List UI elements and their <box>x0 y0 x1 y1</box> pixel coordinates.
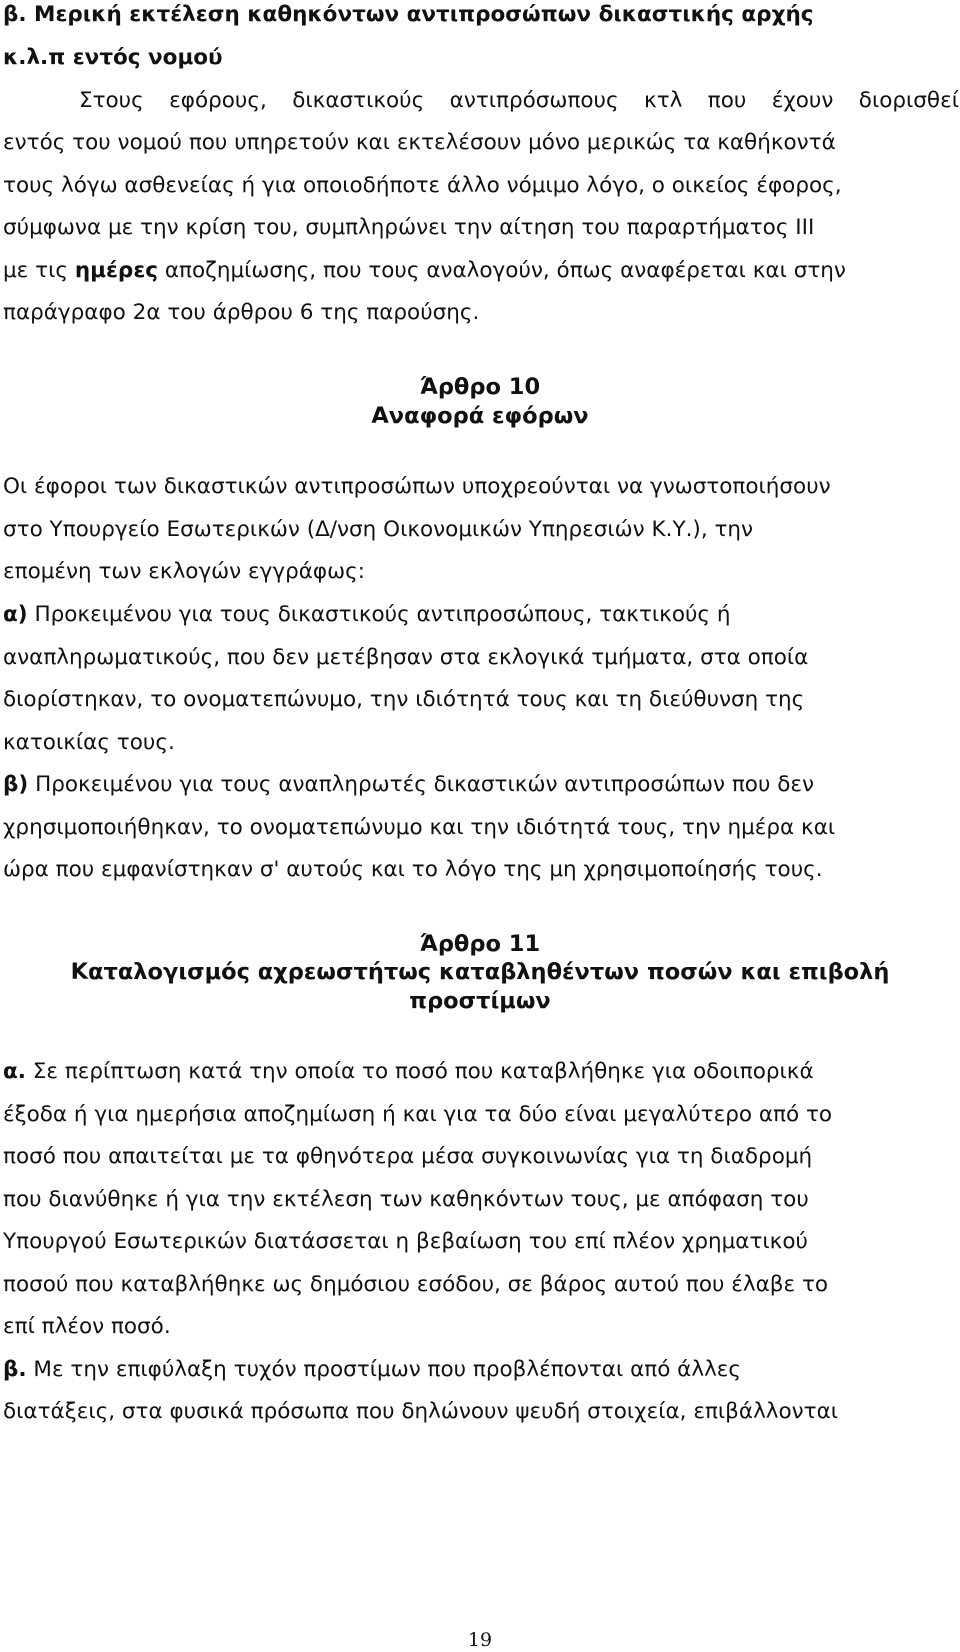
list-item-b-line: χρησιμοποιήθηκαν, το ονοματεπώνυμο και την ιδιότητά τους, την ημέρα και <box>3 815 836 840</box>
article-11-title-line-2: προστίμων <box>409 988 551 1014</box>
list-item-a-line: κατοικίας τους. <box>3 730 175 755</box>
text-run: Με την επιφύλαξη τυχόν προστίμων που προβλέπονται από άλλες <box>33 1357 742 1382</box>
paragraph-line: επομένη των εκλογών εγγράφως: <box>3 559 365 584</box>
text-run: αποζημίωσης, που τους αναλογούν, όπως αναφέρεται και στην <box>164 258 846 283</box>
article-10-title: Αναφορά εφόρων <box>371 403 589 429</box>
paragraph-line: Στους εφόρους, δικαστικούς αντιπρόσωπους κτλ που έχουν διορισθεί <box>79 88 959 113</box>
text-run: με τις <box>3 258 68 283</box>
section-title-line-2: κ.λ.π εντός νομού <box>3 45 223 70</box>
paragraph-line: στο Υπουργείο Εσωτερικών (Δ/νση Οικονομικών Υπηρεσιών Κ.Υ.), την <box>3 517 754 542</box>
list-item-b-line: ώρα που εμφανίστηκαν σ' αυτούς και το λόγο της μη χρησιμοποίησής τους. <box>3 857 823 882</box>
article-10-number: Άρθρο 10 <box>419 374 541 400</box>
page-number: 19 <box>467 1629 493 1651</box>
list-item-a-line: έξοδα ή για ημερήσια αποζημίωση ή και για τα δύο είναι μεγαλύτερο από το <box>3 1102 833 1127</box>
article-11-title-line-1: Καταλογισμός αχρεωστήτως καταβληθέντων ποσών και επιβολή <box>70 959 890 985</box>
paragraph-line: παράγραφο 2α του άρθρου 6 της παρούσης. <box>3 300 480 325</box>
list-item-a-line: ποσού που καταβλήθηκε ως δημόσιου εσόδου, σε βάρος αυτού που έλαβε το <box>3 1272 829 1297</box>
list-item-a-line: ποσό που απαιτείται με τα φθηνότερα μέσα συγκοινωνίας για τη διαδρομή <box>3 1144 813 1169</box>
list-item-a-line: αναπληρωματικούς, που δεν μετέβησαν στα εκλογικά τμήματα, στα οποία <box>3 645 809 670</box>
list-item-b-line: διατάξεις, στα φυσικά πρόσωπα που δηλώνουν ψευδή στοιχεία, επιβάλλονται <box>3 1399 839 1424</box>
paragraph-line: σύμφωνα με την κρίση του, συμπληρώνει την αίτηση του παραρτήματος ΙΙΙ <box>3 215 815 240</box>
list-item-a-line <box>3 1050 959 1094</box>
section-title-line-1: β. Μερική εκτέλεση καθηκόντων αντιπροσώπων δικαστικής αρχής <box>3 2 814 27</box>
paragraph-line: εντός του νομού που υπηρετούν και εκτελέσουν μόνο μερικώς τα καθήκοντά <box>3 130 836 155</box>
list-item-a-line: διορίστηκαν, το ονοματεπώνυμο, την ιδιότητά τους και τη διεύθυνση της <box>3 687 805 712</box>
list-marker: β. <box>3 1357 27 1382</box>
list-item-a-line: που διανύθηκε ή για την εκτέλεση των καθηκόντων τους, με απόφαση του <box>3 1187 809 1212</box>
list-item-b-line <box>3 1348 959 1392</box>
list-item-a-line: επί πλέον ποσό. <box>3 1314 171 1339</box>
paragraph-line <box>3 249 959 293</box>
list-marker: α. <box>3 1059 26 1084</box>
list-item-a-line <box>3 593 959 637</box>
paragraph-line: Οι έφοροι των δικαστικών αντιπροσώπων υποχρεούνται να γνωστοποιήσουν <box>3 474 831 499</box>
list-item-a-line: Υπουργού Εσωτερικών διατάσσεται η βεβαίωση του επί πλέον χρηματικού <box>3 1229 808 1254</box>
text-run: Προκειμένου για τους δικαστικούς αντιπροσώπους, τακτικούς ή <box>34 602 731 627</box>
article-11-number: Άρθρο 11 <box>419 931 541 957</box>
text-run: Προκειμένου για τους αναπληρωτές δικαστικών αντιπροσώπων που δεν <box>35 772 815 797</box>
list-marker: β) <box>3 772 29 797</box>
list-marker: α) <box>3 602 28 627</box>
list-item-b-line <box>3 763 959 807</box>
paragraph-line: τους λόγω ασθενείας ή για οποιοδήποτε άλλο νόμιμο λόγο, ο οικείος έφορος, <box>3 173 842 198</box>
text-run: Σε περίπτωση κατά την οποία το ποσό που καταβλήθηκε για οδοιπορικά <box>32 1059 814 1084</box>
emphasis-word: ημέρες <box>74 258 159 283</box>
